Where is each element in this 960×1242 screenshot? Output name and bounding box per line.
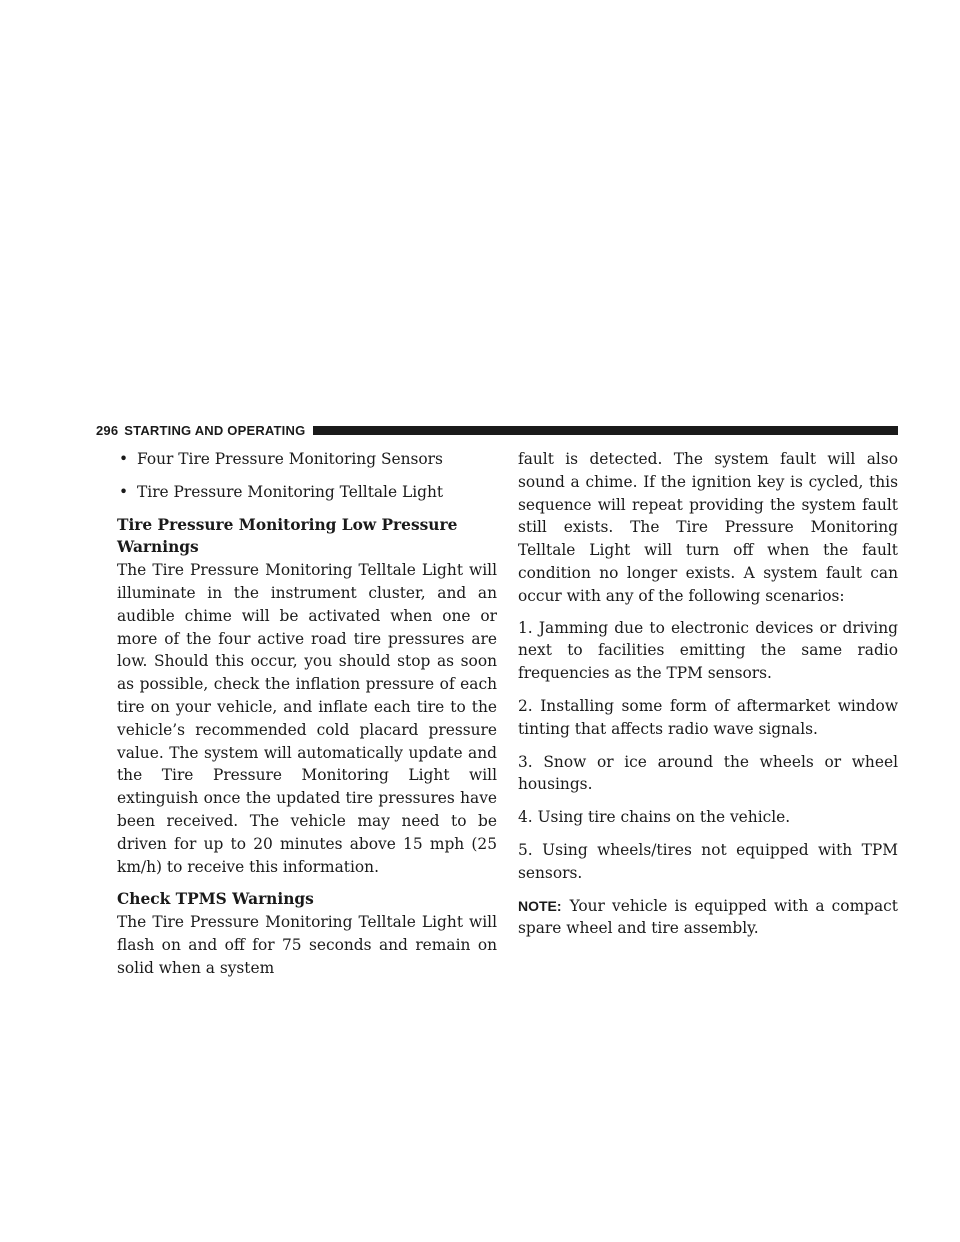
bullet-text: Tire Pressure Monitoring Telltale Light (137, 482, 444, 501)
list-item: 2. Installing some form of aftermarket window tinting that affects radio wave signals. (518, 696, 898, 738)
section-heading: Tire Pressure Monitoring Low Pressure Warnings (117, 515, 458, 557)
page-number: 296 (96, 422, 119, 438)
bullet-icon: • (119, 450, 129, 468)
note-text: Your vehicle is equipped with a compact spare wheel and tire assembly. (518, 896, 898, 938)
left-column (117, 448, 497, 990)
header-rule (313, 426, 898, 435)
body-paragraph: fault is detected. The system fault will also sound a chime. If the ignition key is cycled, this sequence will repeat providing the system fault still exists. The Tire Pressure Monitoring Telltale Light will turn off when the fault condition no longer exists. A system fault can occur with any of the following scenarios: (518, 450, 898, 605)
section-heading: Check TPMS Warnings (117, 890, 314, 909)
note-label: NOTE: (518, 897, 562, 914)
list-item (117, 448, 497, 471)
bullet-icon: • (119, 482, 129, 501)
body-paragraph: The Tire Pressure Monitoring Telltale Light will illuminate in the instrument cluster, and an audible chime will be activated when one or more of the four active road tire pressures are low. Should this occur, you should stop as soon as possible, check the inflation pressure of each tire on your vehicle, and inflate each tire to the vehicle’s recommended cold placard pressure value. The system will automatically update and the Tire Pressure Monitoring Light will extinguish once the updated tire pressures have been received. The vehicle may need to be driven for up to 20 minutes above 15 mph (25 km/h) to receive this information. (117, 561, 497, 876)
list-item (117, 481, 497, 504)
section-title: STARTING AND OPERATING (124, 422, 306, 438)
list-item: 1. Jamming due to electronic devices or driving next to facilities emitting the same radio frequencies as the TPM sensors. (518, 618, 898, 683)
body-paragraph: The Tire Pressure Monitoring Telltale Light will flash on and off for 75 seconds and remain on solid when a system (117, 913, 497, 977)
right-column (518, 448, 898, 950)
note-paragraph (518, 895, 898, 941)
list-item: 3. Snow or ice around the wheels or wheel housings. (518, 752, 898, 794)
list-item: 4. Using tire chains on the vehicle. (518, 808, 791, 827)
list-item: 5. Using wheels/tires not equipped with TPM sensors. (518, 840, 898, 882)
bullet-text: Four Tire Pressure Monitoring Sensors (137, 450, 443, 468)
page-header (96, 421, 898, 439)
